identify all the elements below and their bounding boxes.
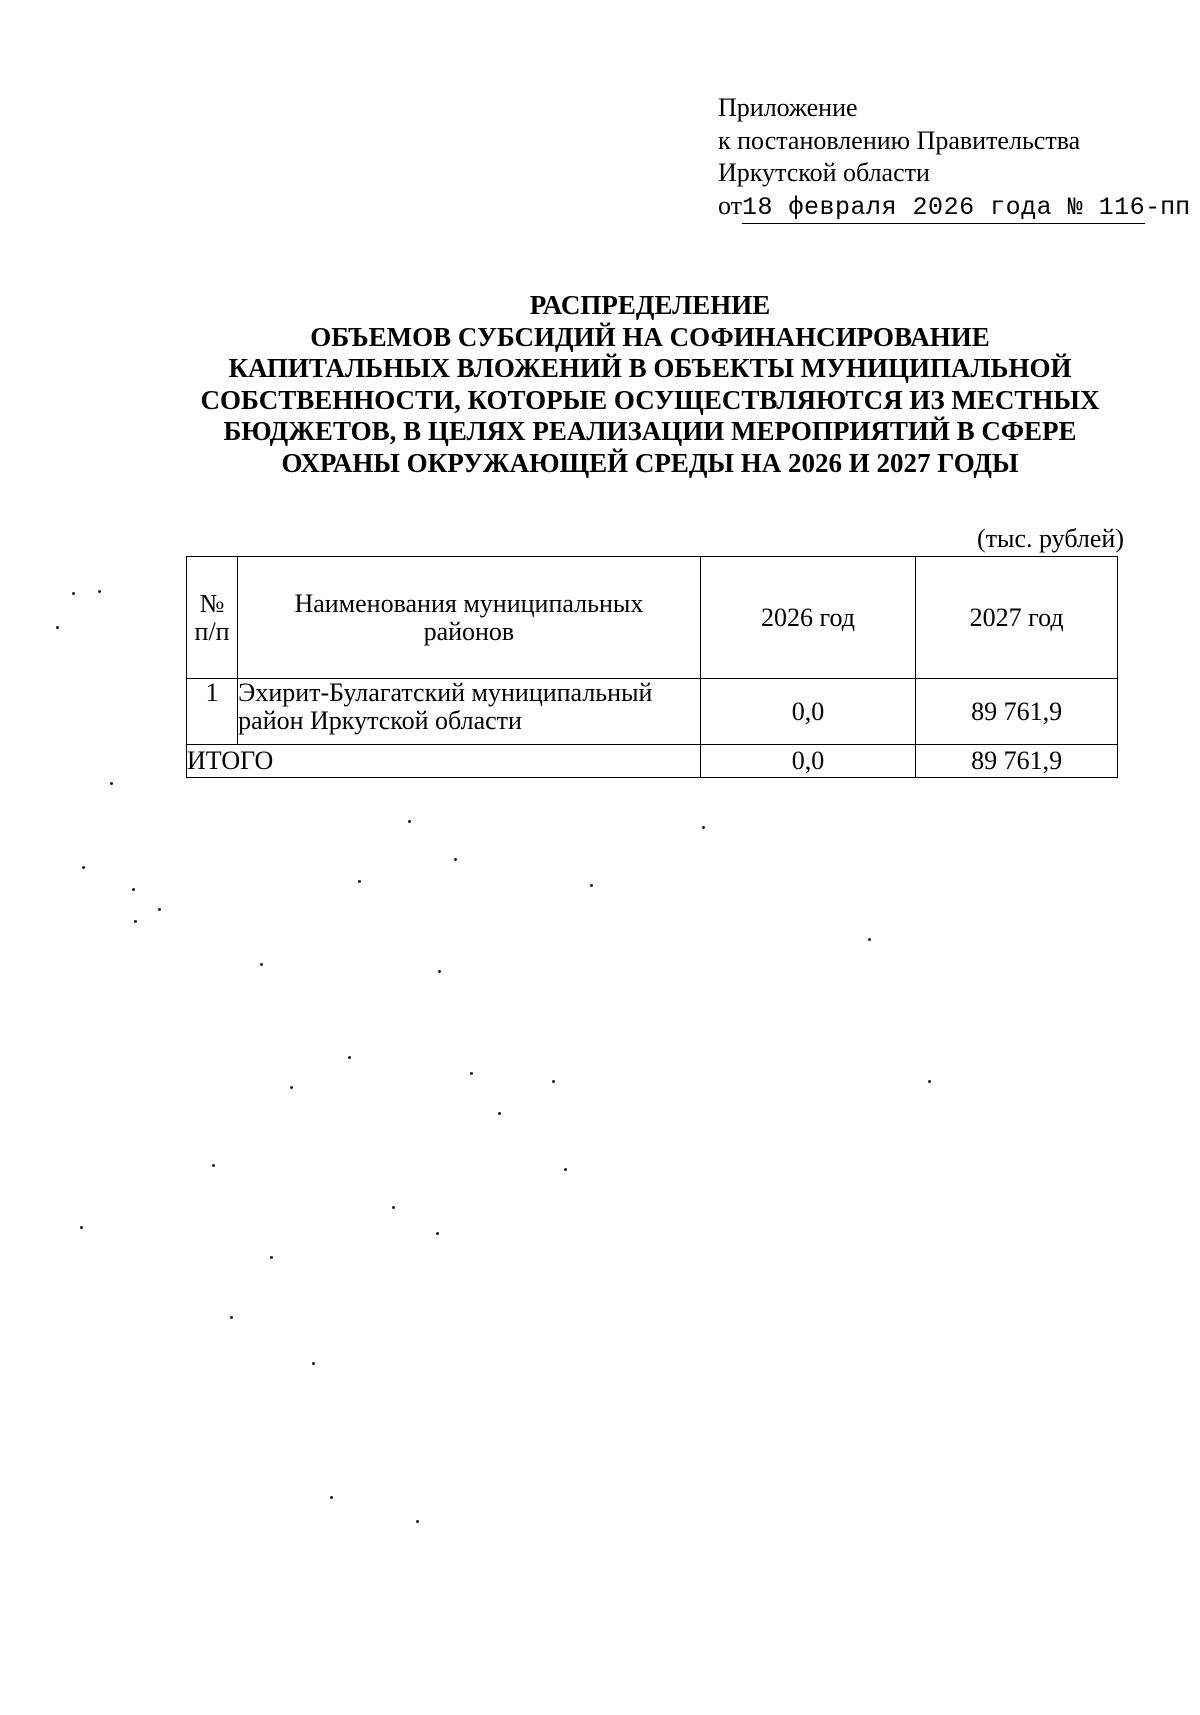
scan-speck [408,820,411,823]
title-line-6: ОХРАНЫ ОКРУЖАЮЩЕЙ СРЕДЫ НА 2026 И 2027 ГОДЫ [281,447,1019,478]
row-name-line1: Эхирит-Булагатский муниципальный [238,678,653,707]
header-name [238,557,700,679]
scan-speck [552,1080,555,1083]
total-value-2026: 0,0 [700,745,916,778]
scan-speck [312,1362,315,1365]
scan-speck [438,970,441,973]
scan-speck [416,1520,419,1523]
annex-line-2: к постановлению Правительства [718,125,1081,155]
header-num [187,557,238,679]
title-line-1: РАСПРЕДЕЛЕНИЕ [529,290,771,320]
annex-date-stamp: 18 февраля 2026 года № 116 [742,192,1146,222]
scan-speck [290,1086,293,1089]
row-value-2026: 0,0 [700,679,916,745]
scan-speck [590,884,593,887]
scan-speck [56,626,59,629]
scan-speck [270,1256,273,1259]
title-line-5: БЮДЖЕТОВ, В ЦЕЛЯХ РЕАЛИЗАЦИИ МЕРОПРИЯТИЙ В СФЕРЕ [223,416,1077,446]
title-line-2: ОБЪЕМОВ СУБСИДИЙ НА СОФИНАНСИРОВАНИЕ [310,321,990,352]
annex-line-1: Приложение [718,93,858,122]
scan-speck [110,782,113,785]
row-name-line2: район Иркутской области [238,706,522,735]
scan-speck [436,1232,439,1235]
scan-speck [928,1080,931,1083]
title-line-3: КАПИТАЛЬНЫХ ВЛОЖЕНИЙ В ОБЪЕКТЫ МУНИЦИПАЛЬНОЙ [228,353,1072,383]
scan-speck [260,963,263,966]
header-num-line2: п/п [194,616,230,646]
scan-speck [454,858,457,861]
scan-speck [158,908,161,911]
annex-line-3: Иркутской области [718,158,930,187]
scan-speck [132,888,135,891]
units-label: (тыс. рублей) [976,524,1124,553]
table-header-row [187,557,1118,679]
table-total-row [187,745,1118,778]
header-num-line1: № [199,588,225,618]
scan-speck [230,1316,233,1319]
total-label: ИТОГО [187,745,701,778]
scan-speck [564,1168,567,1171]
header-name-line2: районов [423,616,515,646]
scan-speck [358,880,361,883]
scan-speck [134,920,137,923]
scan-speck [470,1072,473,1075]
header-year-2026: 2026 год [700,557,916,679]
scan-speck [212,1164,215,1167]
scan-speck [82,866,85,869]
row-name [238,679,700,745]
scan-speck [98,590,101,593]
title-line-4: СОБСТВЕННОСТИ, КОТОРЫЕ ОСУЩЕСТВЛЯЮТСЯ ИЗ МЕСТНЫХ [200,384,1100,415]
row-value-2027: 89 761,9 [916,679,1118,745]
subsidy-table [186,556,1118,778]
table-row [187,679,1118,745]
total-value-2027: 89 761,9 [916,745,1118,778]
scan-speck [330,1496,333,1499]
header-year-2027: 2027 год [916,557,1118,679]
annex-date-suffix: -пп [1145,192,1191,222]
scan-speck [868,938,871,941]
row-num: 1 [187,679,238,745]
scan-speck [498,1112,501,1115]
scan-speck [702,826,705,829]
annex-date-prefix: от [718,190,743,220]
scan-speck [348,1056,351,1059]
document-title [120,290,1180,479]
header-name-line1: Наименования муниципальных [294,588,644,618]
annex-date-line [718,190,1190,225]
scan-speck [72,592,75,595]
scan-speck [80,1226,83,1229]
annex-block [718,92,1190,224]
scan-speck [392,1206,395,1209]
